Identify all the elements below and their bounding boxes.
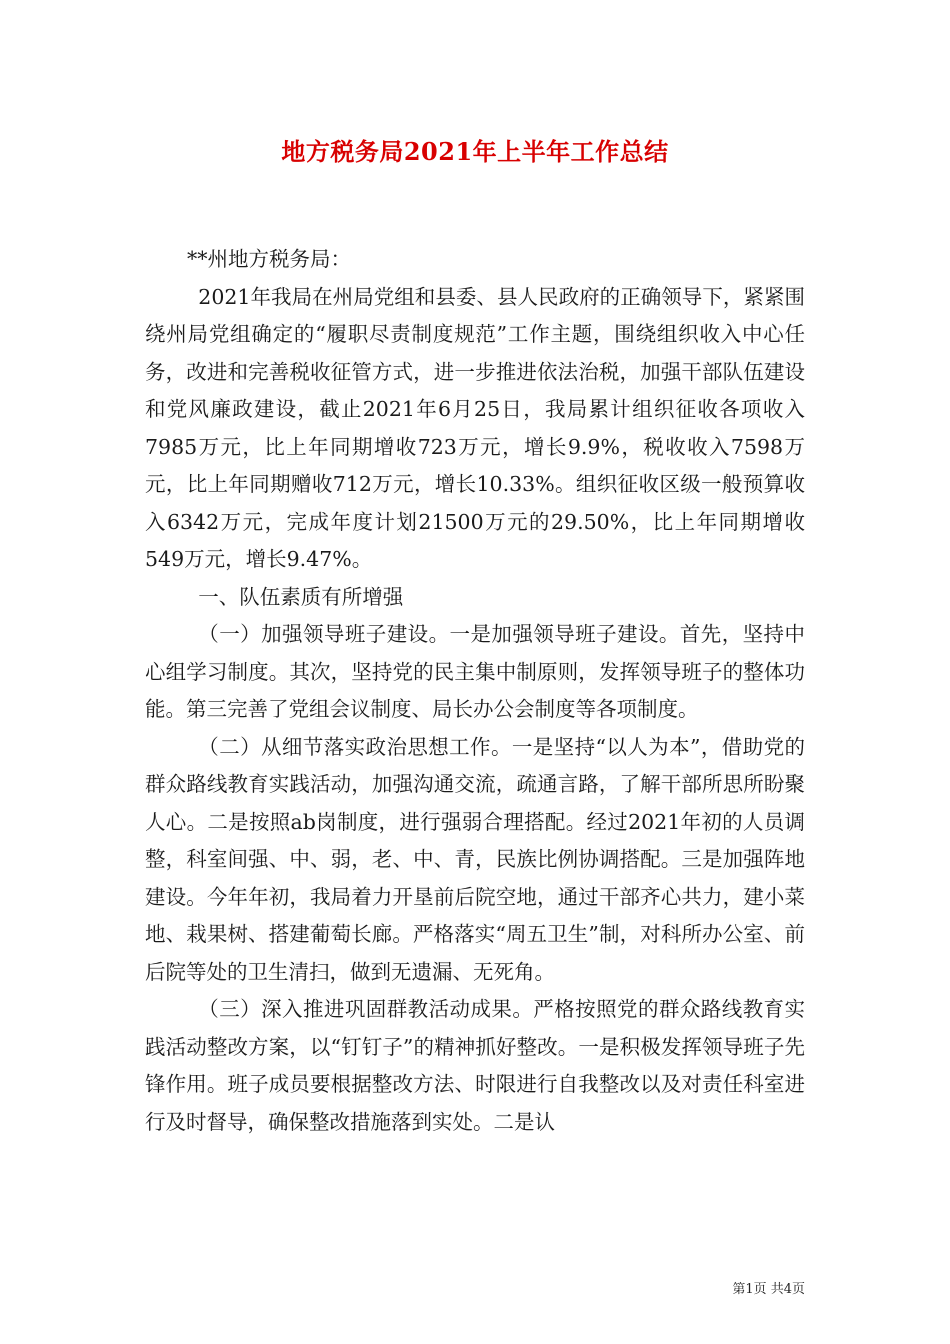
paragraph-intro: 2021年我局在州局党组和县委、县人民政府的正确领导下，紧紧围绕州局党组确定的“履职尽责制度规范”工作主题，围绕组织收入中心任务，改进和完善税收征管方式，进一步推进依法治税，加强干部队伍建设和党风廉政建设，截止2021年6月25日，我局累计组织征收各项收入7985万元，比上年同期增收723万元，增长9.9%，税收收入7598万元，比上年同期赠收712万元，增长10.33%。组织征收区级一般预算收入6342万元，完成年度计划21500万元的29.50%，比上年同期增收549万元，增长9.47%。	[145, 284, 805, 571]
document-body	[145, 241, 805, 1141]
document-title: 地方税务局2021年上半年工作总结	[281, 137, 669, 166]
paragraph-subsection-1: （一）加强领导班子建设。一是加强领导班子建设。首先，坚持中心组学习制度。其次，坚持党的民主集中制原则，发挥领导班子的整体功能。第三完善了党组会议制度、局长办公会制度等各项制度。	[145, 622, 805, 721]
paragraph-subsection-3: （三）深入推进巩固群教活动成果。严格按照党的群众路线教育实践活动整改方案，以“钉钉子”的精神抓好整改。一是积极发挥领导班子先锋作用。班子成员要根据整改方法、时限进行自我整改以及对责任科室进行及时督导，确保整改措施落到实处。二是认	[145, 997, 805, 1134]
section-heading-1: 一、队伍素质有所增强	[198, 584, 404, 609]
paragraph-subsection-2: （二）从细节落实政治思想工作。一是坚持“以人为本”，借助党的群众路线教育实践活动，加强沟通交流，疏通言路，了解干部所思所盼聚人心。二是按照ab岗制度，进行强弱合理搭配。经过2021年初的人员调整，科室间强、中、弱，老、中、青，民族比例协调搭配。三是加强阵地建设。今年年初，我局着力开垦前后院空地，通过干部齐心共力，建小菜地、栽果树、搭建葡萄长廊。严格落实“周五卫生”制，对科所办公室、前后院等处的卫生清扫，做到无遗漏、无死角。	[145, 734, 805, 984]
salutation: **州地方税务局：	[187, 247, 351, 271]
page-number: 第1页 共4页	[732, 1282, 805, 1297]
